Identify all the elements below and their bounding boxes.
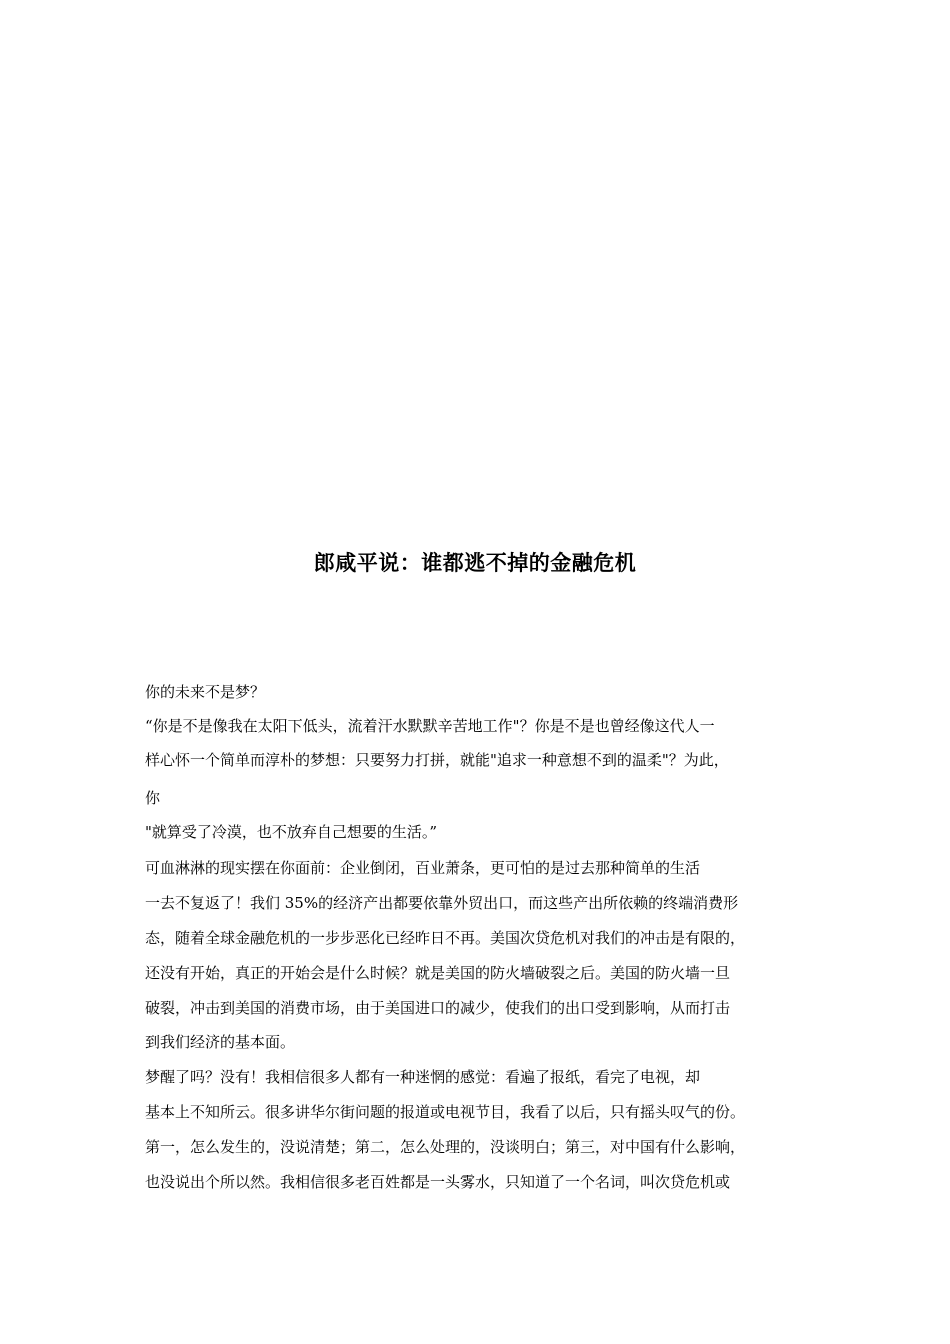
body-line: 一去不复返了！我们 35%的经济产出都要依靠外贸出口，而这些产出所依赖的终端消费形: [145, 894, 739, 912]
body-line: 你的未来不是梦？: [145, 683, 266, 701]
body-line: 也没说出个所以然。我相信很多老百姓都是一头雾水，只知道了一个名词，叫次贷危机或: [145, 1173, 731, 1191]
body-line: 态，随着全球金融危机的一步步恶化已经昨日不再。美国次贷危机对我们的冲击是有限的，: [145, 929, 746, 947]
body-line: 梦醒了吗？没有！我相信很多人都有一种迷惘的感觉：看遍了报纸，看完了电视，却: [145, 1068, 701, 1086]
body-line: “你是不是像我在太阳下低头，流着汗水默默辛苦地工作"？你是不是也曾经像这代人一: [145, 717, 715, 735]
page-title: 郎咸平说：谁都逃不掉的金融危机: [313, 551, 637, 575]
body-line: "就算受了冷漠，也不放弃自己想要的生活。”: [145, 823, 438, 841]
body-line: 基本上不知所云。很多讲华尔街问题的报道或电视节目，我看了以后，只有摇头叹气的份。: [145, 1103, 746, 1121]
body-line: 到我们经济的基本面。: [145, 1033, 296, 1051]
body-line: 破裂，冲击到美国的消费市场，由于美国进口的减少，使我们的出口受到影响，从而打击: [145, 999, 731, 1017]
body-line: 可血淋淋的现实摆在你面前：企业倒闭，百业萧条，更可怕的是过去那种简单的生活: [145, 859, 701, 877]
body-line: 样心怀一个简单而淳朴的梦想：只要努力打拼，就能"追求一种意想不到的温柔"？为此，: [145, 751, 729, 769]
body-line: 第一，怎么发生的，没说清楚；第二，怎么处理的，没谈明白；第三，对中国有什么影响，: [145, 1138, 746, 1156]
body-line: 你: [145, 789, 161, 807]
body-line: 还没有开始，真正的开始会是什么时候？就是美国的防火墙破裂之后。美国的防火墙一旦: [145, 964, 731, 982]
